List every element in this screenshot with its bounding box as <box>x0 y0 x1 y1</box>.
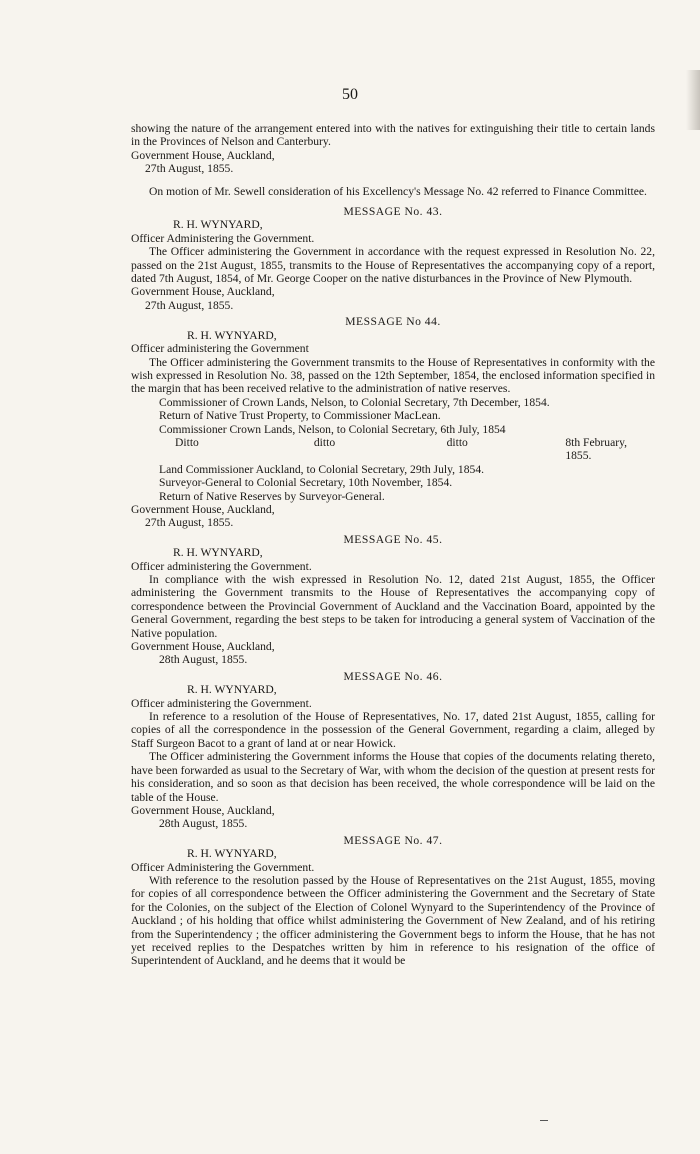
message-46-signer: R. H. WYNYARD, <box>187 683 277 697</box>
page-number: 50 <box>342 86 358 103</box>
message-44-list-item: Commissioner of Crown Lands, Nelson, to Colonial Secretary, 7th December, 1854. <box>159 395 550 409</box>
message-43-body: The Officer administering the Government in accordance with the request expressed in Resolution No. 22, passed on the 21st August, 1855, transmits to the House of Representatives the accompanying copy of a report, dated 7th August, 1854, of Mr. George Cooper on the native disturbances in the Province of New Plymouth. <box>131 245 655 286</box>
intro-text: showing the nature of the arrangement entered into with the natives for extinguishing their title to certain lands in the Provinces of Nelson and Canterbury. <box>131 122 655 149</box>
ditto-1: Ditto <box>175 435 199 449</box>
ditto-date: 8th February, 1855. <box>565 435 628 463</box>
message-44-body: The Officer administering the Government transmits to the House of Representatives in conformity with the wish expressed in Resolution No. 38, passed on the 12th September, 1854, the enclosed information specified in the margin that has been received relative to the administration of native reserves. <box>131 355 655 396</box>
message-46-place: Government House, Auckland, <box>131 803 275 817</box>
message-47-role: Officer Administering the Government. <box>131 860 315 874</box>
intro-place: Government House, Auckland, <box>131 148 275 162</box>
message-44-ditto-row <box>131 436 655 463</box>
message-44-list-item: Land Commissioner Auckland, to Colonial Secretary, 29th July, 1854. <box>159 462 485 476</box>
motion-text: On motion of Mr. Sewell consideration of his Excellency's Message No. 42 referred to Finance Committee. <box>149 184 647 198</box>
message-43-date: 27th August, 1855. <box>145 298 234 312</box>
message-44-list-item: Surveyor-General to Colonial Secretary, 10th November, 1854. <box>159 476 453 490</box>
message-43-place: Government House, Auckland, <box>131 285 275 299</box>
message-43-role: Officer Administering the Government. <box>131 231 315 245</box>
message-46-heading: MESSAGE No. 46. <box>343 669 443 683</box>
ditto-3: ditto <box>446 435 468 449</box>
message-43-heading: MESSAGE No. 43. <box>343 205 443 219</box>
message-46-role: Officer administering the Government. <box>131 696 312 710</box>
message-45-heading: MESSAGE No. 45. <box>343 532 443 546</box>
message-46-body-1: In reference to a resolution of the House of Representatives, No. 17, dated 21st August, 1855, calling for copies of all the correspondence in the possession of the General Government, regarding a claim, alleged by Staff Surgeon Bacot to a grant of land at or near Howick. <box>131 710 655 750</box>
message-44-list-item: Return of Native Trust Property, to Commissioner MacLean. <box>159 409 441 423</box>
message-47-signer: R. H. WYNYARD, <box>187 847 277 861</box>
message-45-role: Officer administering the Government. <box>131 559 312 573</box>
intro-date: 27th August, 1855. <box>145 162 234 176</box>
message-44-place: Government House, Auckland, <box>131 502 275 516</box>
message-44-heading: MESSAGE No 44. <box>345 315 441 329</box>
message-46-date: 28th August, 1855. <box>159 817 248 831</box>
message-43-signer: R. H. WYNYARD, <box>173 218 263 232</box>
message-45-body: In compliance with the wish expressed in Resolution No. 12, dated 21st August, 1855, the Officer administering the Government transmits to the House of Representatives the accompanying copy of correspondence between the Provincial Government of Auckland and the Vaccination Board, appointed by the General Government, regarding the best steps to be taken for introducing a general system of Vaccination of the Native population. <box>131 573 655 640</box>
ditto-2: ditto <box>313 435 336 449</box>
page-content <box>131 122 655 968</box>
message-45-signer: R. H. WYNYARD, <box>173 546 263 560</box>
message-45-place: Government House, Auckland, <box>131 640 275 654</box>
message-44-date: 27th August, 1855. <box>145 516 234 530</box>
message-47-heading: MESSAGE No. 47. <box>343 833 443 847</box>
message-47-body: With reference to the resolution passed by the House of Representatives on the 21st August, 1855, moving for copies of all correspondence between the Officer administering the Government and the Secretary of State for the Colonies, on the subject of the Election of Colonel Wynyard to the Superintendency of the Province of Auckland ; of his holding that office whilst administering the Government of New Zealand, and of his retiring from the Superintendency ; the officer administering the Government begs to inform the House, that he has not yet received replies to the Despatches written by him in reference to his resignation of the office of Superintendent of Auckland, and he deems that it would be <box>131 873 655 968</box>
message-44-role: Officer administering the Government <box>131 342 309 356</box>
message-44-list-item: Commissioner Crown Lands, Nelson, to Colonial Secretary, 6th July, 1854 <box>159 422 506 436</box>
message-45-date: 28th August, 1855. <box>159 653 248 667</box>
message-44-list-item: Return of Native Reserves by Surveyor-General. <box>159 489 385 503</box>
page-mark <box>540 1120 548 1121</box>
message-46-body-2: The Officer administering the Government informs the House that copies of the documents relating thereto, have been forwarded as usual to the Secretary of War, with whom the decision of the question at present rests for his consideration, and so soon as that decision has been received, the whole correspondence will be laid on the table of the House. <box>131 750 655 804</box>
message-44-signer: R. H. WYNYARD, <box>187 328 277 342</box>
